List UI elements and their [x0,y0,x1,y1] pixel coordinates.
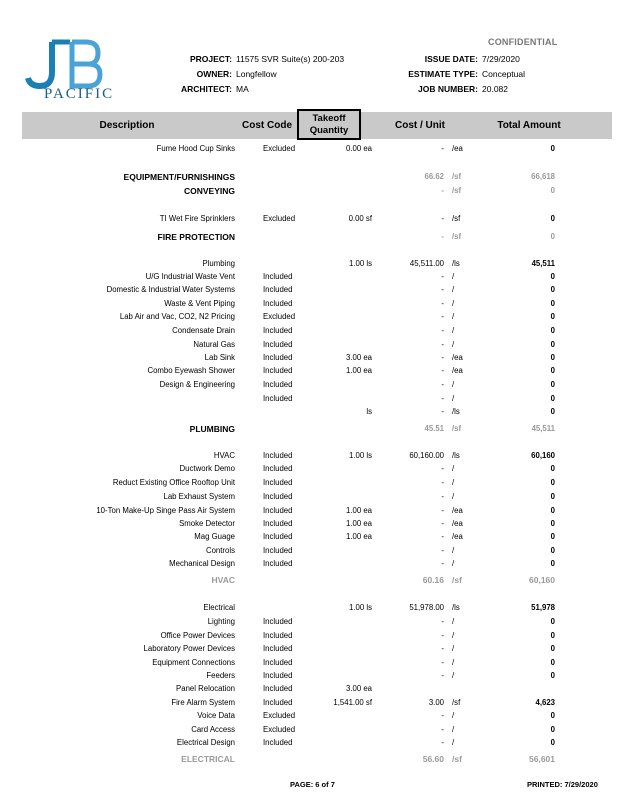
row-takeoff-quantity: 1.00 ls [349,259,372,268]
row-cost-code: Included [263,285,293,294]
estimate-type-value: Conceptual [482,69,526,79]
row-unit: / [452,631,455,640]
row-total-amount: 0 [550,559,555,568]
row-cost-per-unit: - [441,559,444,568]
row-total-amount: 0 [550,464,555,473]
row-description: Reduct Existing Office Rooftop Unit [112,478,235,487]
architect-value: MA [236,84,249,94]
row-total-amount: 0 [550,232,555,241]
table-row [0,617,627,630]
row-total-amount: 0 [550,326,555,335]
row-total-amount: 56,601 [529,754,555,764]
row-takeoff-quantity: 3.00 ea [345,353,372,362]
row-takeoff-quantity: 1.00 ea [345,519,372,528]
row-unit: /sf [452,214,461,223]
row-takeoff-quantity: 1.00 ea [345,506,372,515]
row-total-amount: 51,978 [531,603,555,612]
row-cost-per-unit: - [441,492,444,501]
row-unit: /ea [452,353,463,362]
table-row [0,684,627,697]
table-row [0,299,627,312]
row-cost-code: Included [263,532,293,541]
estimate-type-label: ESTIMATE TYPE: [408,69,478,79]
row-cost-code: Included [263,658,293,667]
table-row [0,532,627,545]
table-row [0,407,627,420]
row-description: Electrical [203,603,235,612]
row-total-amount: 0 [550,711,555,720]
row-cost-per-unit: 60.16 [422,575,444,585]
row-cost-per-unit: - [441,407,444,416]
table-row [0,711,627,724]
row-takeoff-quantity: 0.00 ea [345,144,372,153]
row-cost-per-unit: - [441,711,444,720]
row-cost-code: Included [263,492,293,501]
row-cost-code: Included [263,519,293,528]
row-description: Laboratory Power Devices [143,644,235,653]
row-description: TI Wet Fire Sprinklers [159,214,235,223]
row-cost-per-unit: - [441,312,444,321]
row-cost-code: Excluded [263,214,296,223]
row-cost-per-unit: - [441,186,444,195]
row-description: 10-Ton Make-Up Singe Pass Air System [96,506,235,515]
row-unit: / [452,299,455,308]
row-cost-code: Included [263,340,293,349]
row-total-amount: 0 [550,144,555,153]
row-unit: /ea [452,144,463,153]
row-unit: / [452,340,455,349]
row-cost-per-unit: - [441,546,444,555]
job-number-label: JOB NUMBER: [418,84,478,94]
row-total-amount: 0 [550,492,555,501]
row-cost-code: Included [263,698,293,707]
takeoff-line2: Quantity [309,125,349,136]
row-cost-code: Excluded [263,711,296,720]
row-unit: /sf [452,186,462,195]
col-total-amount: Total Amount [497,120,561,131]
row-unit: /ls [452,407,460,416]
table-row [0,366,627,379]
row-description: Domestic & Industrial Water Systems [106,285,235,294]
logo-word: PACIFIC [44,86,115,102]
table-row [0,492,627,505]
row-takeoff-quantity: 1.00 ls [349,451,372,460]
row-unit: / [452,671,455,680]
printed-date: PRINTED: 7/29/2020 [527,780,598,789]
row-total-amount: 66,618 [531,172,555,181]
table-row [0,519,627,532]
row-description: Combo Eyewash Shower [147,366,235,375]
row-cost-code: Excluded [263,725,296,734]
table-row [0,394,627,407]
row-unit: /sf [452,424,462,433]
table-row [0,172,627,185]
row-cost-per-unit: - [441,285,444,294]
row-takeoff-quantity: 3.00 ea [345,684,372,693]
col-takeoff-quantity [297,109,361,140]
table-row [0,285,627,298]
table-row [0,214,627,227]
row-cost-per-unit: 60,160.00 [409,451,444,460]
row-unit: / [452,478,455,487]
row-unit: / [452,492,455,501]
row-total-amount: 60,160 [529,575,555,585]
table-row [0,353,627,366]
row-description: Panel Relocation [176,684,235,693]
row-description: Lab Air and Vac, CO2, N2 Pricing [119,312,235,321]
row-total-amount: 45,511 [531,259,555,268]
row-description: ELECTRICAL [181,754,235,764]
row-total-amount: 0 [550,631,555,640]
row-cost-code: Included [263,272,293,281]
row-description: Office Power Devices [160,631,235,640]
table-row [0,259,627,272]
row-description: Design & Engineering [159,380,235,389]
table-row [0,698,627,711]
table-row [0,478,627,491]
table-row [0,671,627,684]
row-unit: / [452,312,455,321]
row-description: Plumbing [202,259,235,268]
row-cost-code: Included [263,326,293,335]
row-cost-code: Included [263,559,293,568]
col-description: Description [99,120,155,131]
row-cost-code: Included [263,366,293,375]
page-number: PAGE: 6 of 7 [290,780,335,789]
row-description: Card Access [191,725,235,734]
row-cost-code: Included [263,644,293,653]
row-unit: / [452,658,455,667]
project-label: PROJECT: [189,54,232,64]
row-total-amount: 45,511 [531,424,555,433]
row-total-amount: 0 [550,340,555,349]
row-description: Lab Sink [204,353,235,362]
row-total-amount: 0 [550,546,555,555]
row-total-amount: 0 [550,478,555,487]
row-takeoff-quantity: 1.00 ea [345,366,372,375]
takeoff-line1: Takeoff [312,113,346,124]
row-unit: / [452,464,455,473]
row-description: Fume Hood Cup Sinks [156,144,235,153]
row-cost-per-unit: - [441,478,444,487]
issue-date-value: 7/29/2020 [482,54,520,64]
table-row [0,738,627,751]
row-cost-per-unit: - [441,366,444,375]
row-cost-code: Excluded [263,312,296,321]
row-cost-per-unit: - [441,299,444,308]
table-row [0,631,627,644]
table-row [0,451,627,464]
row-total-amount: 0 [550,506,555,515]
row-total-amount: 0 [550,738,555,747]
row-cost-per-unit: - [441,144,444,153]
row-cost-per-unit: 45.51 [424,424,444,433]
table-row [0,546,627,559]
row-description: Ductwork Demo [179,464,235,473]
row-cost-code: Included [263,671,293,680]
row-unit: /sf [452,232,462,241]
row-cost-per-unit: - [441,353,444,362]
row-takeoff-quantity: 1,541.00 sf [333,698,372,707]
row-cost-code: Included [263,631,293,640]
table-row [0,326,627,339]
row-cost-per-unit: - [441,214,444,223]
row-total-amount: 0 [550,532,555,541]
row-unit: / [452,272,455,281]
row-cost-per-unit: - [441,232,444,241]
table-row [0,186,627,199]
row-total-amount: 0 [550,353,555,362]
row-unit: / [452,394,455,403]
row-total-amount: 0 [550,617,555,626]
row-unit: /ls [452,259,460,268]
table-row [0,144,627,157]
table-row [0,380,627,393]
issue-date-label: ISSUE DATE: [424,54,478,64]
table-row [0,603,627,616]
row-total-amount: 0 [550,186,555,195]
row-cost-per-unit: - [441,532,444,541]
row-description: CONVEYING [183,186,235,196]
table-row [0,644,627,657]
row-cost-per-unit: - [441,272,444,281]
row-unit: /sf [452,698,461,707]
row-cost-per-unit: - [441,644,444,653]
table-row [0,754,627,767]
row-takeoff-quantity: 1.00 ea [345,532,372,541]
row-description: PLUMBING [189,424,235,434]
row-description: Smoke Detector [179,519,235,528]
row-cost-code: Excluded [263,144,296,153]
table-row [0,464,627,477]
confidential-label: CONFIDENTIAL [488,37,558,47]
row-unit: / [452,644,455,653]
row-description: U/G Industrial Waste Vent [145,272,235,281]
table-row [0,559,627,572]
row-description: Equipment Connections [152,658,235,667]
row-description: EQUIPMENT/FURNISHINGS [123,172,235,182]
table-header [22,112,612,139]
row-description: Natural Gas [193,340,235,349]
row-description: Lighting [207,617,235,626]
row-unit: / [452,559,455,568]
row-total-amount: 0 [550,272,555,281]
row-cost-per-unit: 45,511.00 [409,259,444,268]
architect-label: ARCHITECT: [181,84,232,94]
row-cost-per-unit: - [441,617,444,626]
row-total-amount: 0 [550,407,555,416]
row-cost-code: Included [263,394,293,403]
row-unit: / [452,725,455,734]
row-cost-per-unit: - [441,671,444,680]
row-unit: / [452,380,455,389]
row-unit: /sf [452,575,462,585]
row-cost-code: Included [263,506,293,515]
project-value: 11575 SVR Suite(s) 200-203 [236,54,345,64]
row-unit: /ea [452,366,463,375]
row-total-amount: 0 [550,671,555,680]
row-unit: /sf [452,754,462,764]
row-takeoff-quantity: ls [366,407,372,416]
row-cost-per-unit: - [441,506,444,515]
col-cost-code: Cost Code [242,120,292,131]
row-cost-per-unit: - [441,394,444,403]
row-total-amount: 0 [550,214,555,223]
row-total-amount: 0 [550,299,555,308]
row-cost-per-unit: - [441,738,444,747]
job-number-value: 20.082 [482,84,508,94]
row-cost-per-unit: - [441,519,444,528]
row-description: Fire Alarm System [171,698,235,707]
row-total-amount: 4,623 [535,698,555,707]
row-cost-code: Included [263,478,293,487]
row-unit: /ea [452,506,463,515]
table-row [0,658,627,671]
row-description: Mag Guage [194,532,235,541]
row-cost-per-unit: 66.62 [424,172,444,181]
table-row [0,575,627,588]
row-cost-code: Included [263,738,293,747]
row-cost-per-unit: - [441,725,444,734]
row-total-amount: 0 [550,658,555,667]
table-row [0,424,627,437]
row-unit: /ls [452,603,460,612]
row-cost-per-unit: - [441,631,444,640]
row-unit: / [452,546,455,555]
table-row [0,725,627,738]
row-description: Voice Data [197,711,235,720]
row-cost-code: Included [263,299,293,308]
row-description: Waste & Vent Piping [164,299,235,308]
row-total-amount: 0 [550,394,555,403]
row-description: Mechanical Design [169,559,235,568]
owner-value: Longfellow [236,69,277,79]
row-unit: /ea [452,519,463,528]
row-total-amount: 0 [550,725,555,734]
table-row [0,506,627,519]
row-cost-per-unit: - [441,658,444,667]
row-cost-per-unit: 51,978.00 [409,603,444,612]
row-unit: / [452,617,455,626]
row-total-amount: 0 [550,519,555,528]
row-cost-code: Included [263,464,293,473]
table-row [0,232,627,245]
row-unit: / [452,711,455,720]
row-cost-code: Included [263,546,293,555]
row-cost-per-unit: 56.60 [422,754,444,764]
row-total-amount: 0 [550,285,555,294]
row-total-amount: 0 [550,644,555,653]
row-cost-code: Included [263,684,293,693]
row-unit: /sf [452,172,462,181]
row-cost-code: Included [263,451,293,460]
row-takeoff-quantity: 1.00 ls [349,603,372,612]
row-cost-per-unit: - [441,340,444,349]
row-description: HVAC [213,451,235,460]
row-total-amount: 0 [550,366,555,375]
col-cost-unit: Cost / Unit [395,120,445,131]
owner-label: OWNER: [196,69,232,79]
row-description: Feeders [206,671,235,680]
row-unit: /ea [452,532,463,541]
row-cost-code: Included [263,353,293,362]
row-cost-code: Included [263,380,293,389]
row-description: Electrical Design [176,738,235,747]
row-cost-per-unit: - [441,380,444,389]
table-row [0,272,627,285]
row-cost-per-unit: 3.00 [428,698,444,707]
row-total-amount: 0 [550,380,555,389]
row-total-amount: 60,160 [531,451,555,460]
row-cost-per-unit: - [441,326,444,335]
row-cost-code: Included [263,617,293,626]
row-unit: / [452,326,455,335]
row-unit: /ls [452,451,460,460]
row-description: Condensate Drain [172,326,235,335]
row-cost-per-unit: - [441,464,444,473]
table-row [0,312,627,325]
row-description: FIRE PROTECTION [157,232,235,242]
row-description: Controls [205,546,235,555]
row-unit: / [452,285,455,294]
row-total-amount: 0 [550,312,555,321]
row-description: HVAC [211,575,235,585]
row-description: Lab Exhaust System [163,492,235,501]
row-takeoff-quantity: 0.00 sf [348,214,372,223]
table-row [0,340,627,353]
row-unit: / [452,738,455,747]
